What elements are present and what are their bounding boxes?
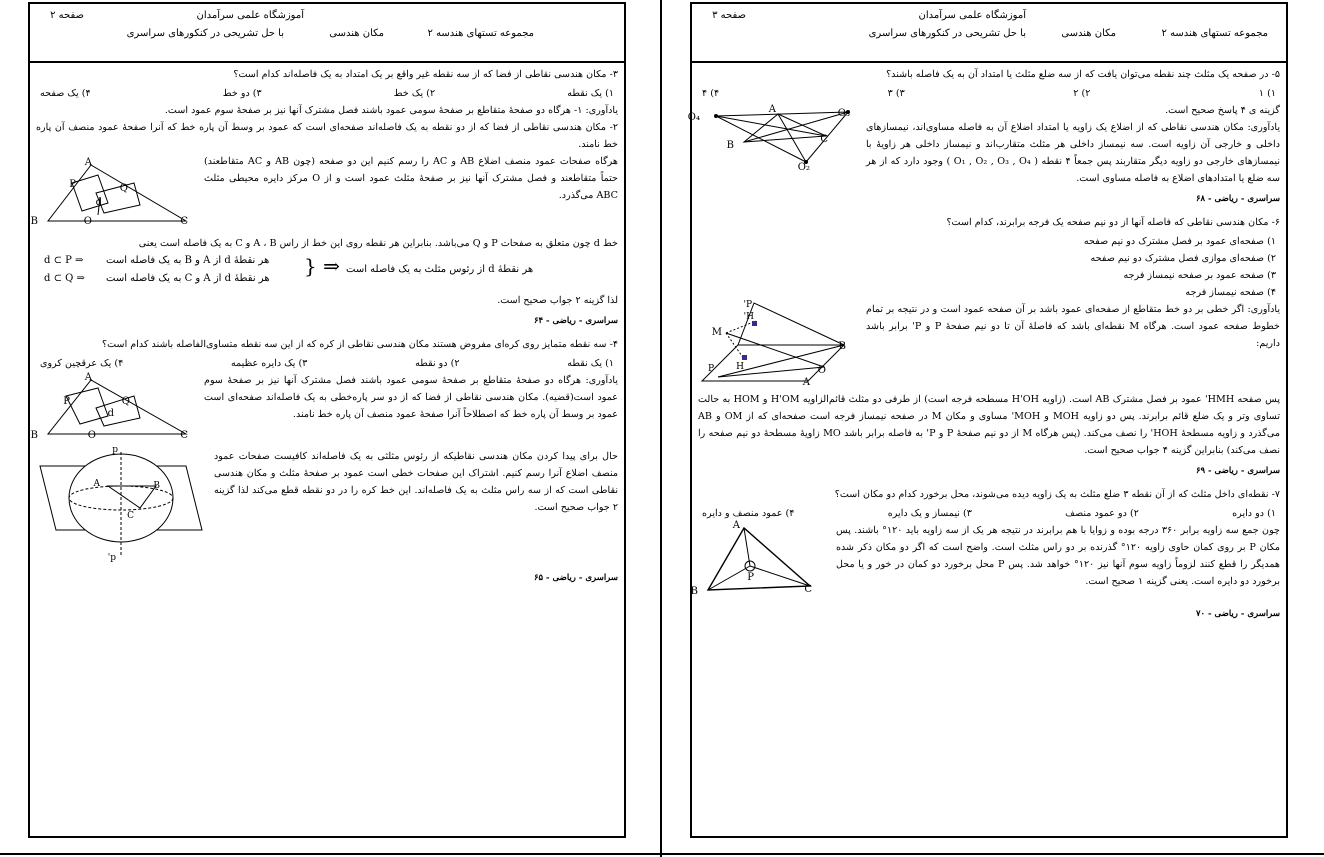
options-4 bbox=[36, 355, 618, 372]
svg-text:A: A bbox=[84, 372, 92, 383]
source-footer: سراسری - ریاضی - ۶۹ bbox=[1195, 466, 1280, 476]
svg-text:Q: Q bbox=[121, 396, 130, 407]
bottom-border bbox=[0, 853, 1324, 855]
answer-paragraph: یادآوری: اگر خطی بر دو خط متقاطع از صفحه‌ای عمود باشد بر آن صفحه عمود است و در نتیجه بر تمام خطوط صفحه عمود است. هرگاه M نقطه‌ای باشد که فاصلهٔ آن تا دو نیم صفحهٔ P و P' برابر باشد داریم: bbox=[866, 304, 1280, 349]
question-3: ۳- مکان هندسی نقاطی از فضا که از سه نقطه غیر واقع بر یک امتداد به یک فاصله‌اند کدام است؟ bbox=[233, 69, 618, 80]
svg-text:C: C bbox=[180, 216, 188, 227]
answer-paragraph: خط d چون متعلق به صفحات P و Q می‌باشد. بنابراین هر نقطه روی این خط از راس A ، B و C به یک فاصله است یعنی bbox=[138, 238, 618, 249]
dihedral-figure bbox=[698, 301, 858, 391]
answer-paragraph: حال برای پیدا کردن مکان هندسی نقاطیکه از رئوس مثلثی به یک فاصله‌اند کافیست صفحات عمود منصف اضلاع آنرا رسم کنیم. اشتراک این صفحات خطی است عمود بر صفحهٔ مثلث و مکان هندسی نقاطی است که از سه راس مثلث به یک فاصله‌اند. این خط کره را در دو نقطه قطع می‌کند لذا گزینه ۲ جواب صحیح است. bbox=[214, 451, 618, 513]
option: ۱) دو دایره bbox=[1232, 508, 1276, 519]
svg-text:O₃: O₃ bbox=[837, 108, 850, 119]
subtitle: با حل تشریحی در کنکورهای سراسری bbox=[868, 28, 1026, 39]
page-content bbox=[30, 66, 618, 830]
answer-paragraph: یادآوری: مکان هندسی نقاطی که از اضلاع یک زاویه یا امتداد اضلاع آن به فاصله مساوی‌اند، نیمسازهای داخلی و خارجی آن زاویه است. سه نیمساز داخلی هر مثلث متقارب‌اند و نیمساز داخلی هر زاویهٔ با نیمسازهای خارجی دو زاویه دیگر متقاربند پس جمعاً ۴ نقطه ( O₁ , O₂ , O₃ , O₄ ) وجود دارد که از هر سه ضلع یا امتدادهای اضلاع به فاصله مساوی است. bbox=[866, 122, 1280, 184]
answer-paragraph: پس صفحه HMH' عمود بر فصل مشترک AB است. (زاویه H'OH مسطحه فرجه است) از طرفی دو مثلث قائم‌الزاویه H'OM و HOM به حالت تساوی وتر و یک ضلع قائم برابرند. پس دو زاویه MOH و MOH' مساوی و مکان M در صفحه نیمساز فرجه است صفحه‌ای که از OM و AB می‌گذرد و زاویه مسطحهٔ HOH' را نصف می‌کند. (پس هرگاه M از دو نیم صفحهٔ P و P' به فاصله برابر باشد MO زاویهٔ مسطحهٔ دو نیم صفحه را نصف می‌کند) بنابراین گزینه ۴ جواب صحیح است. bbox=[698, 394, 1281, 456]
equation-text: هر نقطهٔ d از رئوس مثلث به یک فاصله است bbox=[346, 264, 534, 275]
equation-block bbox=[36, 252, 618, 292]
svg-text:A: A bbox=[732, 520, 740, 531]
svg-text:B: B bbox=[153, 481, 160, 491]
sphere-figure bbox=[36, 445, 206, 566]
question-5: ۵- در صفحه یک مثلث چند نقطه می‌توان یافت که از سه ضلع مثلث یا امتداد آن به یک فاصله باشند؟ bbox=[886, 69, 1280, 80]
source-footer: سراسری - ریاضی - ۷۰ bbox=[1195, 609, 1280, 619]
answer-paragraph: چون جمع سه زاویه برابر ۳۶۰ درجه بوده و زوایا با هم برابرند در نتیجه هر یک از سه زاویه باید ۱۲۰° باشند. پس مکان P بر روی کمان حاوی زاویه ۱۲۰° گذرنده بر دو راس مثلث است. واضح است که اگر دو مکان ذکر شده همدیگر را قطع کنند لزوماً زاویه سوم آنها نیز ۱۲۰° خواهد شد. پس P محل برخورد دو کمان در خور و یا محل برخورد دو دایره است. یعنی گزینه ۱ صحیح است. bbox=[836, 525, 1280, 587]
triangle-planes-figure-2 bbox=[30, 372, 196, 448]
svg-text:P: P bbox=[747, 572, 754, 583]
options-6 bbox=[698, 233, 1280, 301]
subtitle: با حل تشریحی در کنکورهای سراسری bbox=[126, 28, 284, 39]
answer-paragraph: یادآوری: هرگاه دو صفحهٔ متقاطع بر صفحهٔ سومی عمود باشند فصل مشترک آنها نیز بر صفحهٔ سوم عمود است(قضیه). مکان هندسی نقاطی از فضا که از دو سر پاره‌خطی به یک فاصله‌اند صفحه‌ای است عمود بر وسط آن پاره خط که اصطلاحاً آنرا صفحهٔ عمود منصف آن پاره خط نامند. bbox=[204, 375, 618, 420]
svg-text:A: A bbox=[84, 157, 92, 168]
svg-text:B: B bbox=[30, 430, 38, 441]
svg-text:d: d bbox=[95, 197, 102, 208]
equation-line: d ⊂ Q ⇒ bbox=[44, 273, 85, 284]
svg-text:B: B bbox=[838, 341, 846, 352]
svg-text:O₄: O₄ bbox=[687, 112, 700, 123]
option: ۲) دو عمود منصف bbox=[1065, 508, 1139, 519]
fermat-point-figure bbox=[690, 520, 828, 602]
institute-name: آموزشگاه علمی سرآمدان bbox=[196, 10, 304, 21]
collection-title: مجموعه تستهای هندسه ۲ bbox=[1161, 28, 1268, 39]
svg-text:p': p' bbox=[107, 553, 116, 563]
page-content bbox=[687, 66, 1281, 830]
equation-text: هر نقطهٔ d از A و C به یک فاصله است bbox=[106, 273, 270, 284]
option: ۴) ۴ bbox=[702, 88, 720, 99]
svg-text:M: M bbox=[711, 327, 722, 338]
options-3 bbox=[36, 85, 618, 102]
svg-text:O₂: O₂ bbox=[797, 162, 810, 173]
svg-text:C: C bbox=[804, 584, 812, 595]
page-right bbox=[687, 2, 1288, 838]
svg-text:O: O bbox=[87, 430, 96, 441]
page-divider bbox=[660, 0, 662, 857]
svg-text:B: B bbox=[30, 216, 38, 227]
equation-text: هر نقطهٔ d از A و B به یک فاصله است bbox=[106, 255, 270, 266]
option: ۱) ۱ bbox=[1258, 88, 1276, 99]
svg-text:C: C bbox=[180, 430, 188, 441]
svg-text:Q: Q bbox=[119, 183, 128, 194]
svg-text:P: P bbox=[707, 364, 714, 374]
svg-text:A: A bbox=[802, 377, 810, 388]
svg-text:C: C bbox=[127, 511, 134, 521]
answer-paragraph: گزینه ی ۴ پاسخ صحیح است. bbox=[1165, 105, 1280, 116]
option: ۴) یک صفحه bbox=[40, 88, 91, 99]
option: ۴) صفحه نیمساز فرجه bbox=[1185, 287, 1276, 298]
answer-paragraph: هرگاه صفحات عمود منصف اضلاع AB و AC را رسم کنیم این دو صفحه (چون AB و AC متقاطعند) حتماً متقاطعند و فصل مشترک آنها نیز بر صفحهٔ مثلث عمود است و از O مرکز دایره محیطی مثلث ABC می‌گذرد. bbox=[204, 156, 618, 201]
svg-text:P: P bbox=[69, 179, 76, 190]
option: ۳) دو خط bbox=[222, 88, 262, 99]
excenters-figure bbox=[687, 102, 858, 178]
option: ۱) صفحه‌ای عمود بر فصل مشترک دو نیم صفحه bbox=[1083, 236, 1276, 247]
topic-title: مکان هندسی bbox=[329, 28, 384, 39]
svg-text:A: A bbox=[93, 479, 100, 489]
page-number: صفحه ۲ bbox=[50, 10, 84, 21]
page-number: صفحه ۳ bbox=[712, 10, 746, 21]
svg-text:P': P' bbox=[743, 300, 752, 310]
option: ۳) ۳ bbox=[887, 88, 905, 99]
option: ۴) عمود منصف و دایره bbox=[702, 508, 795, 519]
option: ۳) یک دایره عظیمه bbox=[230, 358, 308, 369]
answer-paragraph: یادآوری: ۱- هرگاه دو صفحهٔ متقاطع بر صفحهٔ سومی عمود باشند فصل مشترک آنها نیز بر صفحهٔ سوم عمود است. bbox=[164, 105, 618, 116]
svg-text:O: O bbox=[83, 216, 92, 227]
options-5 bbox=[698, 85, 1280, 102]
options-7 bbox=[698, 505, 1280, 522]
equation-line: d ⊂ P ⇒ bbox=[44, 255, 84, 266]
svg-text:H: H bbox=[736, 362, 744, 372]
question-4: ۴- سه نقطه متمایز روی کره‌ای مفروض هستند مکان هندسی نقاطی از کره که از این سه نقطه متساوی‌الفاصله باشند کدام است؟ bbox=[102, 339, 618, 350]
answer-paragraph: ۲- مکان هندسی نقاطی از فضا که از دو نقطه به یک فاصله‌اند صفحه‌ای است که عمود بر وسط آن پاره خط که آنرا صفحهٔ عمود منصف آن پاره خط نامند. bbox=[36, 122, 618, 150]
page-left bbox=[28, 2, 626, 838]
svg-text:H': H' bbox=[743, 312, 754, 322]
collection-title: مجموعه تستهای هندسه ۲ bbox=[427, 28, 534, 39]
option: ۲) دو نقطه bbox=[415, 358, 460, 369]
option: ۴) یک عرقچین کروی bbox=[40, 358, 124, 369]
option: ۲) صفحه‌ای موازی فصل مشترک دو نیم صفحه bbox=[1090, 253, 1276, 264]
triangle-planes-figure bbox=[30, 153, 196, 231]
source-footer: سراسری - ریاضی - ۶۴ bbox=[533, 316, 618, 326]
option: ۲) ۲ bbox=[1073, 88, 1091, 99]
page-header bbox=[30, 4, 624, 63]
brace-arrow: } ⇒ bbox=[304, 254, 340, 278]
page-header bbox=[692, 4, 1286, 63]
svg-text:O: O bbox=[817, 365, 826, 376]
option: ۳) نیمساز و یک دایره bbox=[887, 508, 972, 519]
option: ۲) یک خط bbox=[393, 88, 436, 99]
answer-paragraph: لذا گزینه ۲ جواب صحیح است. bbox=[497, 295, 618, 306]
source-footer: سراسری - ریاضی - ۶۸ bbox=[1195, 194, 1280, 204]
institute-name: آموزشگاه علمی سرآمدان bbox=[918, 10, 1026, 21]
topic-title: مکان هندسی bbox=[1061, 28, 1116, 39]
question-6: ۶- مکان هندسی نقاطی که فاصله آنها از دو نیم صفحه یک فرجه برابرند، کدام است؟ bbox=[946, 217, 1280, 228]
svg-text:A: A bbox=[768, 104, 776, 115]
source-footer: سراسری - ریاضی - ۶۵ bbox=[533, 573, 618, 583]
svg-text:B: B bbox=[726, 140, 734, 151]
option: ۳) صفحه عمود بر صفحه نیمساز فرجه bbox=[1123, 270, 1276, 281]
svg-text:d: d bbox=[107, 408, 114, 419]
option: ۱) یک نقطه bbox=[567, 88, 614, 99]
svg-text:C: C bbox=[820, 134, 828, 145]
svg-text:P: P bbox=[63, 396, 70, 407]
question-7: ۷- نقطه‌ای داخل مثلث که از آن نقطه ۳ ضلع مثلث به یک زاویه دیده می‌شوند، محل برخورد کدام دو مکان است؟ bbox=[834, 489, 1280, 500]
svg-text:p: p bbox=[112, 445, 118, 455]
option: ۱) یک نقطه bbox=[567, 358, 614, 369]
svg-text:B: B bbox=[690, 586, 698, 597]
